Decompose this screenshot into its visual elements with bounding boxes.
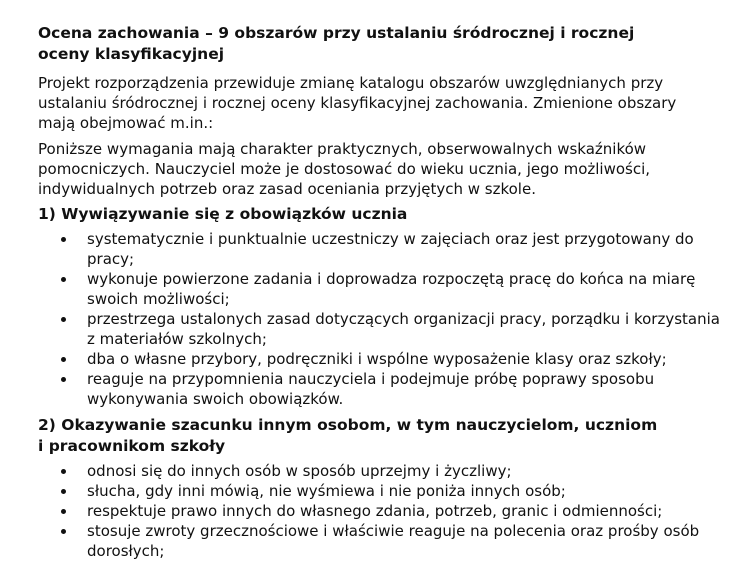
list-item <box>38 461 727 481</box>
list-item-text: przestrzega ustalonych zasad dotyczących organizacji pracy, porządku i korzystania z materiałów szkolnych; <box>87 310 720 348</box>
bullet-icon <box>61 489 66 494</box>
bullet-icon <box>61 237 66 242</box>
list-item <box>38 269 727 309</box>
bullet-icon <box>61 377 66 382</box>
list-item-text: dba o własne przybory, podręczniki i wspólne wyposażenie klasy oraz szkoły; <box>87 350 667 368</box>
list-item-text: stosuje zwroty grzecznościowe i właściwie reaguje na polecenia oraz prośby osób dorosłych; <box>87 522 700 560</box>
requirements-paragraph: Poniższe wymagania mają charakter praktycznych, obserwowalnych wskaźników pomocniczych. Nauczyciel może je dostosować do wieku ucznia, jego możliwości, indywidualnych potrzeb oraz zasad oceniania przyjętych w szkole. <box>38 140 651 198</box>
bullet-icon <box>61 277 66 282</box>
list-item <box>38 521 727 561</box>
bullet-icon <box>61 317 66 322</box>
intro-paragraph: Projekt rozporządzenia przewiduje zmianę katalogu obszarów uwzględnianych przy ustalaniu śródrocznej i rocznej oceny klasyfikacyjnej zachowania. Zmienione obszary mają obejmować m.in.: <box>38 74 677 132</box>
list-item-text: systematycznie i punktualnie uczestniczy w zajęciach oraz jest przygotowany do pracy; <box>87 230 694 268</box>
list-item <box>38 309 727 349</box>
document-page <box>38 23 720 561</box>
list-item-text: odnosi się do innych osób w sposób uprzejmy i życzliwy; <box>87 462 512 480</box>
list-item <box>38 501 727 521</box>
document-title: Ocena zachowania – 9 obszarów przy ustalaniu śródrocznej i rocznej oceny klasyfikacyjnej <box>38 24 635 63</box>
bullet-icon <box>61 529 66 534</box>
bullet-icon <box>61 357 66 362</box>
list-item <box>38 481 727 501</box>
list-item-text: reaguje na przypomnienia nauczyciela i podejmuje próbę poprawy sposobu wykonywania swoich obowiązków. <box>87 370 655 408</box>
section-2-list <box>38 461 708 561</box>
section-1-list <box>38 229 720 409</box>
section-heading-1: 1) Wywiązywanie się z obowiązków ucznia <box>38 205 408 223</box>
list-item <box>38 349 727 369</box>
list-item <box>38 369 727 409</box>
list-item-text: wykonuje powierzone zadania i doprowadza rozpoczętą pracę do końca na miarę swoich możliwości; <box>87 270 696 308</box>
list-item-text: słucha, gdy inni mówią, nie wyśmiewa i nie poniża innych osób; <box>87 482 566 500</box>
list-item-text: respektuje prawo innych do własnego zdania, potrzeb, granic i odmienności; <box>87 502 663 520</box>
list-item <box>38 229 727 269</box>
bullet-icon <box>61 509 66 514</box>
section-heading-2: 2) Okazywanie szacunku innym osobom, w tym nauczycielom, uczniom i pracownikom szkoły <box>38 416 658 455</box>
bullet-icon <box>61 469 66 474</box>
